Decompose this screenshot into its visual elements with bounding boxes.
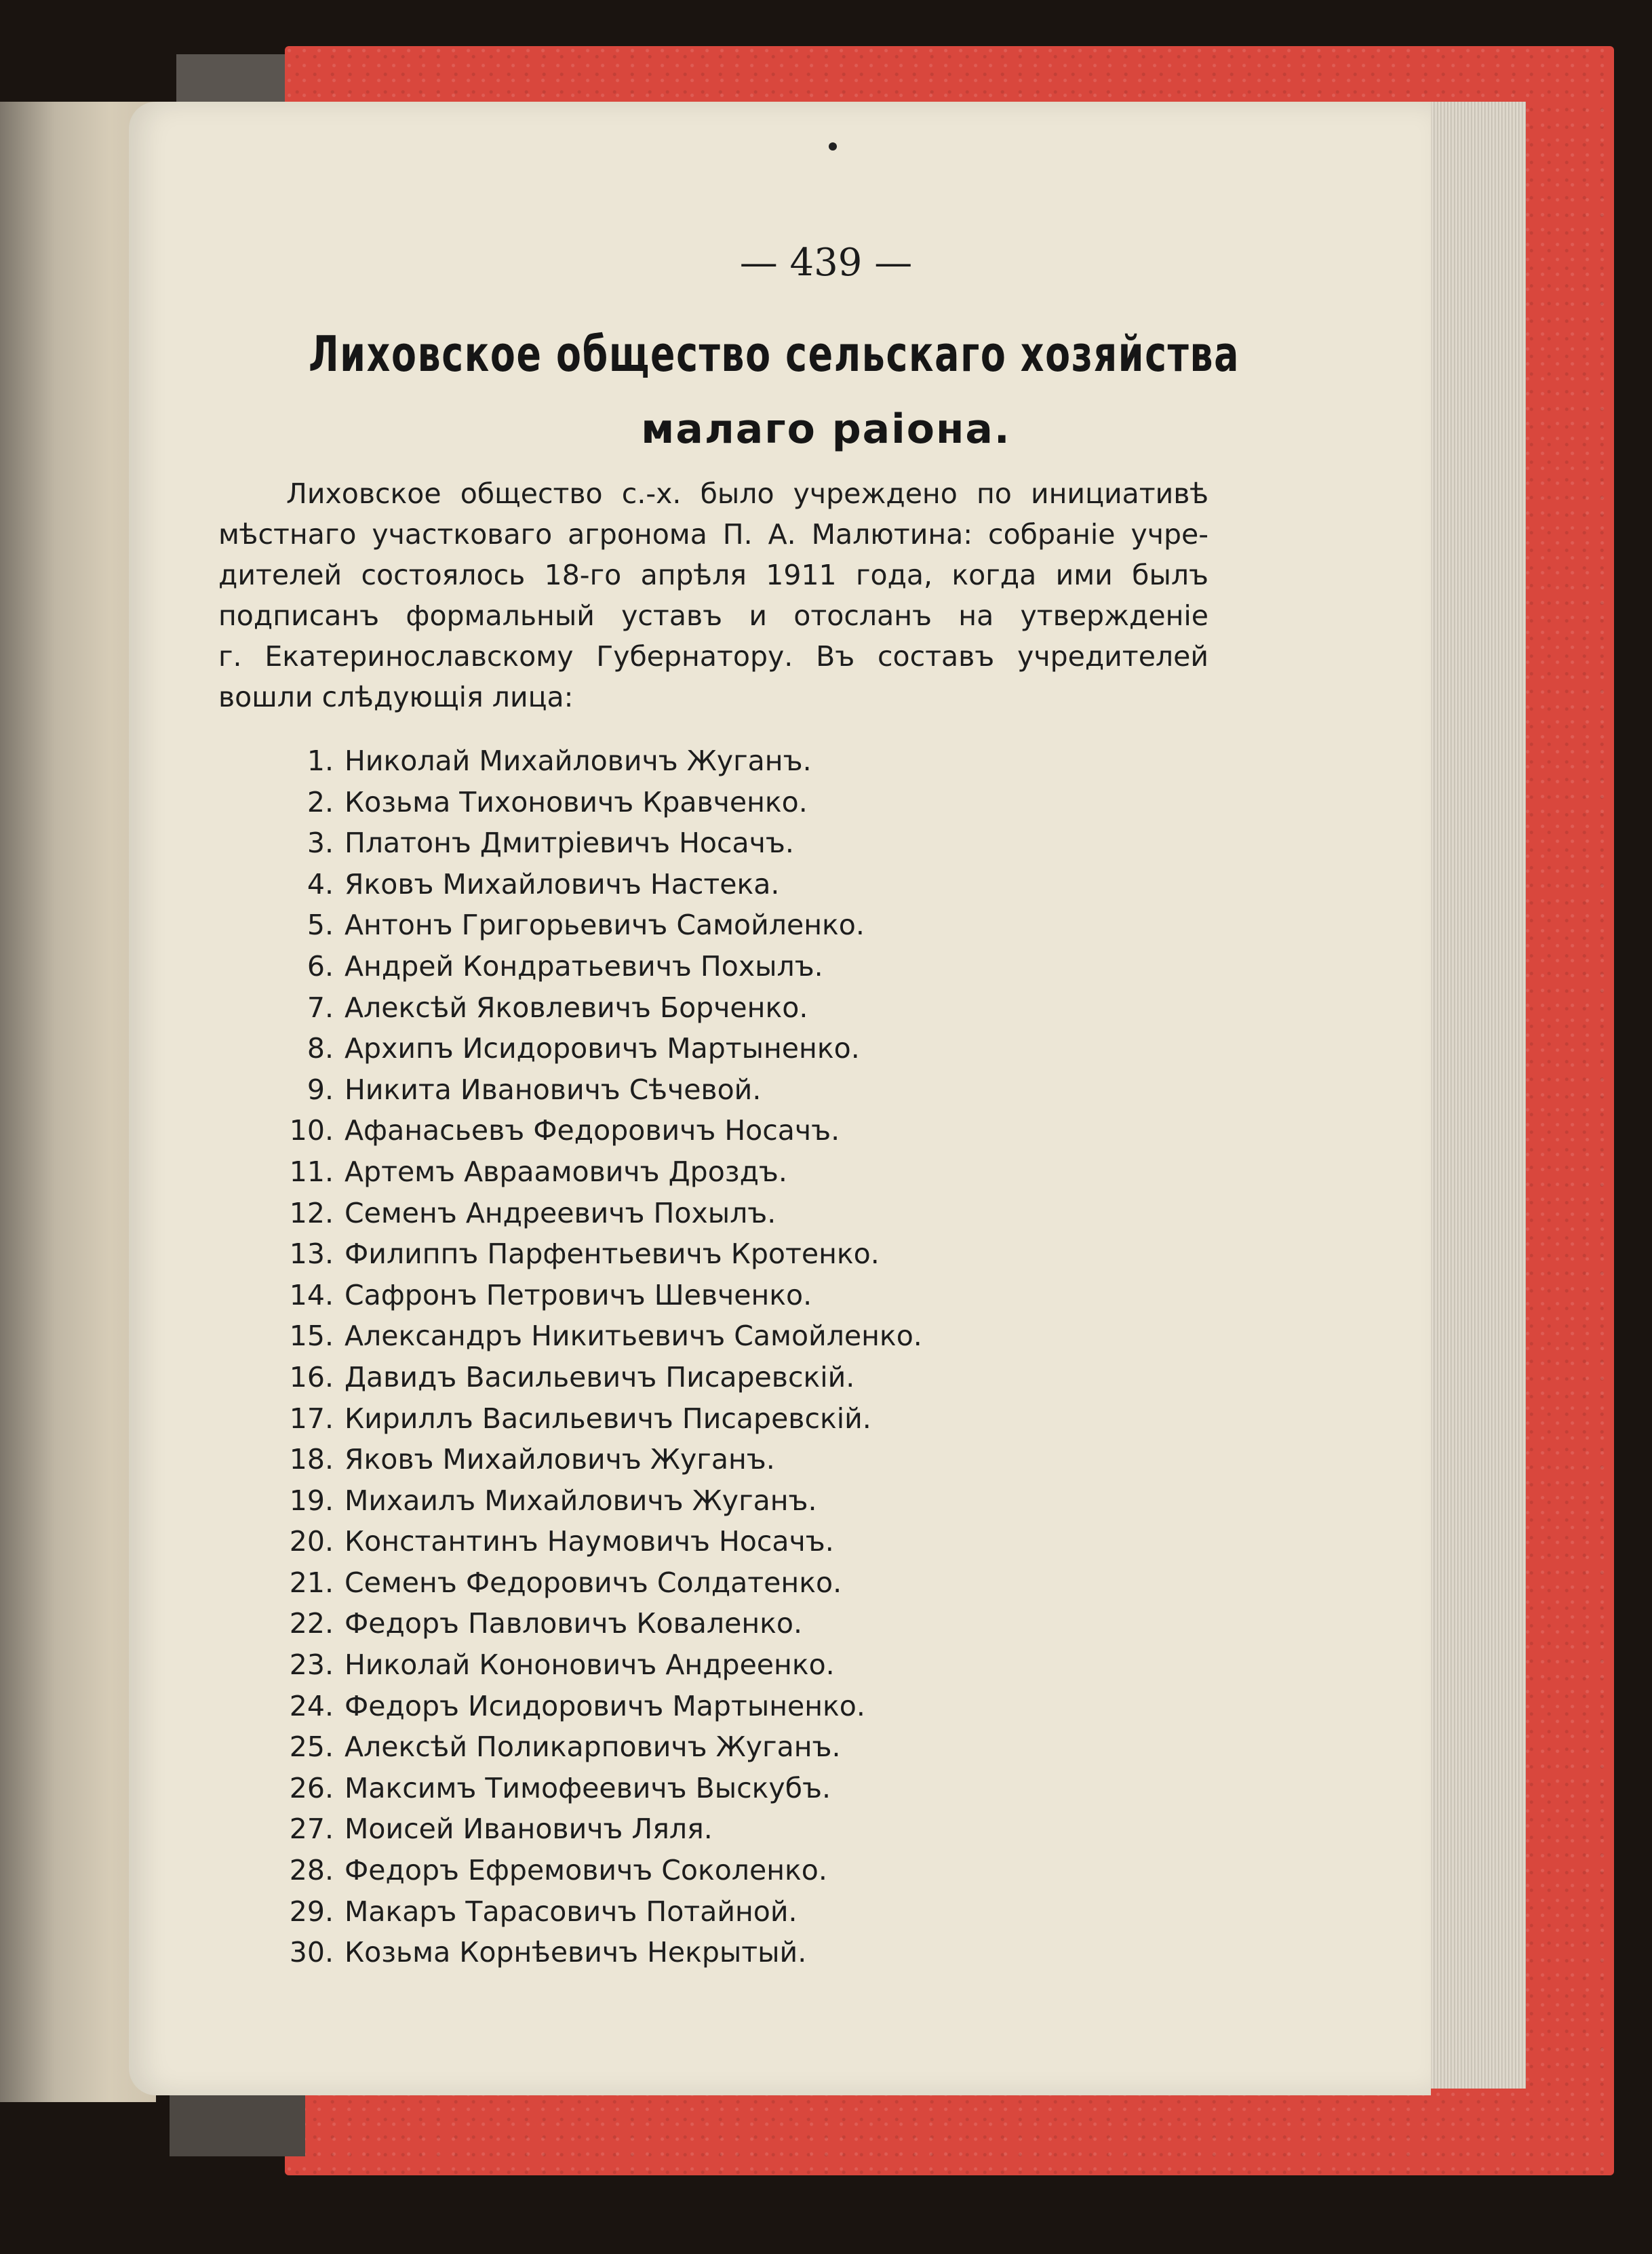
- list-item-name: Филиппъ Парфентьевичъ Кротенко.: [345, 1238, 880, 1271]
- list-item-name: Семенъ Федоровичъ Солдатенко.: [345, 1566, 842, 1599]
- page-number: — 439 —: [739, 241, 913, 285]
- paragraph-line: вошли слѣдующія лица:: [218, 681, 574, 713]
- list-item-name: Андрей Кондратьевичъ Похылъ.: [345, 949, 823, 983]
- list-item-name: Моисей Ивановичъ Ляля.: [345, 1813, 713, 1846]
- list-item-number: 18.: [289, 1443, 334, 1476]
- list-item-name: Федоръ Исидоровичъ Мартыненко.: [345, 1689, 865, 1722]
- list-item-number: 21.: [289, 1566, 334, 1599]
- list-item-name: Николай Михайловичъ Жуганъ.: [345, 745, 812, 777]
- list-item-number: 24.: [289, 1689, 334, 1722]
- paragraph-line: Лиховское общество с.-х. было учреждено по инициативѣ: [286, 477, 1208, 510]
- list-item-name: Сафронъ Петровичъ Шевченко.: [345, 1278, 812, 1311]
- list-item-number: 4.: [307, 867, 334, 901]
- list-item-name: Федоръ Ефремовичъ Соколенко.: [345, 1854, 827, 1887]
- list-item-number: 30.: [289, 1936, 334, 1969]
- list-item: [271, 1233, 1153, 1275]
- list-item-name: Максимъ Тимофеевичъ Выскубъ.: [345, 1771, 831, 1804]
- list-item-number: 15.: [289, 1320, 334, 1353]
- list-item-name: Артемъ Авраамовичъ Дроздъ.: [345, 1155, 787, 1188]
- list-item-number: 22.: [289, 1607, 334, 1640]
- list-item-number: 12.: [289, 1196, 334, 1229]
- list-item: [271, 1193, 1153, 1234]
- list-item-name: Козьма Корнѣевичъ Некрытый.: [345, 1936, 807, 1969]
- list-item-number: 26.: [289, 1771, 334, 1804]
- list-item: [271, 1891, 1153, 1933]
- list-item: [271, 1644, 1153, 1686]
- list-item-number: 11.: [289, 1155, 334, 1188]
- list-item-name: Николай Кононовичъ Андреенко.: [345, 1648, 835, 1682]
- founders-list: [271, 740, 1153, 1973]
- list-item-name: Алексѣй Поликарповичъ Жуганъ.: [345, 1731, 841, 1764]
- intro-paragraph: [218, 473, 1208, 717]
- list-item: [271, 1110, 1153, 1151]
- ink-dot: [829, 142, 837, 151]
- list-item: [271, 987, 1153, 1029]
- list-item: [271, 1521, 1153, 1562]
- list-item-number: 3.: [307, 827, 334, 860]
- list-item: [271, 740, 1153, 782]
- list-item-name: Антонъ Григорьевичъ Самойленко.: [345, 909, 865, 942]
- list-item: [271, 823, 1153, 864]
- paragraph-line: г. Екатеринославскому Губернатору. Въ составъ учредителей: [218, 640, 1208, 673]
- list-item: [271, 1398, 1153, 1440]
- list-item: [271, 1726, 1153, 1768]
- list-item: [271, 1603, 1153, 1644]
- list-item-number: 10.: [289, 1114, 334, 1147]
- list-item-name: Михаилъ Михайловичъ Жуганъ.: [345, 1484, 817, 1517]
- list-item-number: 23.: [289, 1648, 334, 1682]
- list-item-name: Алексѣй Яковлевичъ Борченко.: [345, 991, 808, 1024]
- list-item: [271, 1151, 1153, 1193]
- list-item: [271, 1562, 1153, 1604]
- list-item-name: Кириллъ Васильевичъ Писаревскій.: [345, 1402, 871, 1435]
- list-item-name: Макаръ Тарасовичъ Потайной.: [345, 1895, 798, 1928]
- list-item-number: 16.: [289, 1360, 334, 1393]
- list-item: [271, 905, 1153, 946]
- list-item-name: Архипъ Исидоровичъ Мартыненко.: [345, 1032, 860, 1065]
- list-item-name: Козьма Тихоновичъ Кравченко.: [345, 785, 808, 818]
- list-item: [271, 782, 1153, 823]
- list-item-name: Давидъ Васильевичъ Писаревскій.: [345, 1360, 855, 1393]
- list-item: [271, 1069, 1153, 1111]
- list-item-number: 29.: [289, 1895, 334, 1928]
- paragraph-line: дителей состоялось 18-го апрѣля 1911 года, когда ими былъ: [218, 559, 1208, 591]
- list-item: [271, 1808, 1153, 1850]
- list-item-name: Яковъ Михайловичъ Настека.: [345, 867, 780, 901]
- list-item: [271, 1480, 1153, 1522]
- list-item-name: Федоръ Павловичъ Коваленко.: [345, 1607, 803, 1640]
- list-item-number: 9.: [307, 1073, 334, 1106]
- list-item-name: Никита Ивановичъ Сѣчевой.: [345, 1073, 762, 1106]
- list-item: [271, 1686, 1153, 1727]
- heading-line-2: малаго раіона.: [641, 406, 1011, 453]
- list-item-name: Афанасьевъ Федоровичъ Носачъ.: [345, 1114, 840, 1147]
- list-item-number: 1.: [307, 745, 334, 777]
- list-item-name: Константинъ Наумовичъ Носачъ.: [345, 1525, 834, 1558]
- paragraph-line: подписанъ формальный уставъ и отосланъ на утвержденіе: [218, 599, 1208, 632]
- list-item: [271, 1028, 1153, 1069]
- list-item-number: 2.: [307, 785, 334, 818]
- list-item-number: 17.: [289, 1402, 334, 1435]
- list-item: [271, 1768, 1153, 1809]
- heading-line-1: Лиховское общество сельскаго хозяйства: [309, 325, 1240, 382]
- list-item-number: 25.: [289, 1731, 334, 1764]
- list-item-name: Александръ Никитьевичъ Самойленко.: [345, 1320, 922, 1353]
- list-item-number: 6.: [307, 949, 334, 983]
- list-item: [271, 1357, 1153, 1398]
- list-item-name: Семенъ Андреевичъ Похылъ.: [345, 1196, 776, 1229]
- list-item: [271, 1439, 1153, 1480]
- list-item-name: Платонъ Дмитріевичъ Носачъ.: [345, 827, 794, 860]
- list-item-number: 20.: [289, 1525, 334, 1558]
- paragraph-line: мѣстнаго участковаго агронома П. А. Малютина: собраніе учре-: [218, 518, 1208, 551]
- list-item-number: 14.: [289, 1278, 334, 1311]
- list-item-number: 27.: [289, 1813, 334, 1846]
- list-item-number: 28.: [289, 1854, 334, 1887]
- list-item: [271, 946, 1153, 987]
- list-item: [271, 1932, 1153, 1973]
- list-item: [271, 864, 1153, 905]
- list-item: [271, 1850, 1153, 1891]
- list-item: [271, 1275, 1153, 1316]
- list-item-number: 5.: [307, 909, 334, 942]
- list-item-number: 8.: [307, 1032, 334, 1065]
- list-item-number: 7.: [307, 991, 334, 1024]
- list-item-number: 13.: [289, 1238, 334, 1271]
- list-item-number: 19.: [289, 1484, 334, 1517]
- list-item-name: Яковъ Михайловичъ Жуганъ.: [345, 1443, 775, 1476]
- list-item: [271, 1316, 1153, 1357]
